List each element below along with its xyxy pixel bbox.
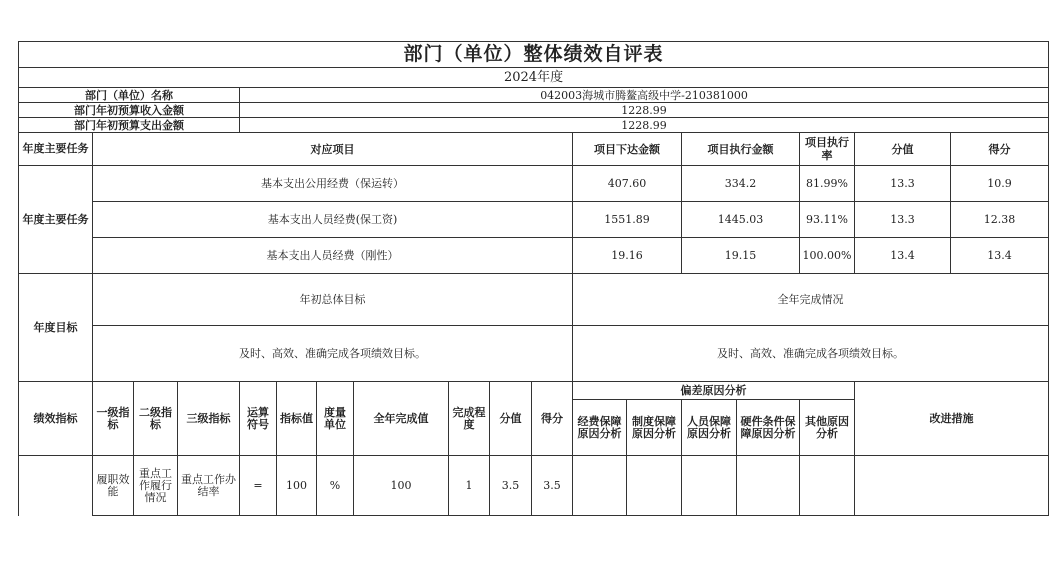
col-executed: 项目执行金额 [682,133,800,166]
task-score: 13.4 [951,238,1049,274]
col-score-value: 分值 [855,133,951,166]
ind-operator: = [240,456,277,516]
expense-label: 部门年初预算支出金额 [19,118,240,133]
task-executed: 1445.03 [682,202,800,238]
ind-level2: 重点工作履行情况 [134,456,178,516]
task-rate: 81.99% [800,166,855,202]
indicators-label: 绩效指标 [19,382,93,456]
expense-value: 1228.99 [240,118,1049,133]
ind-dev-funding [573,456,627,516]
ind-col-dev-hardware: 硬件条件保障原因分析 [737,400,800,456]
ind-level1: 履职效能 [93,456,134,516]
task-score: 12.38 [951,202,1049,238]
ind-dev-other [800,456,855,516]
ind-col-dev-funding: 经费保障原因分析 [573,400,627,456]
tasks-side-label: 年度主要任务 [19,166,93,274]
col-project: 对应项目 [93,133,573,166]
goals-completion-label: 全年完成情况 [573,274,1049,326]
ind-improve [855,456,1049,516]
task-allocated: 1551.89 [573,202,682,238]
performance-self-evaluation-table [18,41,1049,516]
ind-col-dev-system: 制度保障原因分析 [627,400,682,456]
ind-col-deviation: 偏差原因分析 [573,382,855,400]
ind-col-score: 得分 [532,382,573,456]
ind-col-level1: 一级指标 [93,382,134,456]
task-rate: 100.00% [800,238,855,274]
goals-initial-label: 年初总体目标 [93,274,573,326]
ind-col-score-value: 分值 [490,382,532,456]
ind-col-level2: 二级指标 [134,382,178,456]
ind-dev-staff [682,456,737,516]
ind-col-dev-staff: 人员保障原因分析 [682,400,737,456]
ind-col-dev-other: 其他原因分析 [800,400,855,456]
ind-col-actual: 全年完成值 [354,382,449,456]
income-value: 1228.99 [240,103,1049,118]
task-executed: 19.15 [682,238,800,274]
task-allocated: 407.60 [573,166,682,202]
table-row [19,166,1049,202]
dept-name-label: 部门（单位）名称 [19,88,240,103]
ind-score-value: 3.5 [490,456,532,516]
col-allocated: 项目下达金额 [573,133,682,166]
table-row [19,238,1049,274]
ind-unit: % [317,456,354,516]
goals-label: 年度目标 [19,274,93,382]
task-score-value: 13.4 [855,238,951,274]
task-project: 基本支出人员经费（刚性） [93,238,573,274]
dept-name-value: 042003海城市腾鳌高级中学-210381000 [240,88,1049,103]
ind-level3: 重点工作办结率 [178,456,240,516]
task-executed: 334.2 [682,166,800,202]
col-rate: 项目执行率 [800,133,855,166]
ind-score: 3.5 [532,456,573,516]
ind-col-unit: 度量单位 [317,382,354,456]
ind-actual: 100 [354,456,449,516]
goals-completion-text: 及时、高效、准确完成各项绩效目标。 [573,326,1049,382]
ind-col-target: 指标值 [277,382,317,456]
ind-col-level3: 三级指标 [178,382,240,456]
task-score-value: 13.3 [855,202,951,238]
task-score-value: 13.3 [855,166,951,202]
ind-dev-system [627,456,682,516]
ind-dev-hardware [737,456,800,516]
ind-col-degree: 完成程度 [449,382,490,456]
table-row [19,202,1049,238]
ind-col-improve: 改进措施 [855,382,1049,456]
table-row [19,456,1049,516]
table-year: 2024年度 [19,68,1049,88]
ind-target: 100 [277,456,317,516]
ind-degree: 1 [449,456,490,516]
goals-initial-text: 及时、高效、准确完成各项绩效目标。 [93,326,573,382]
income-label: 部门年初预算收入金额 [19,103,240,118]
ind-col-operator: 运算符号 [240,382,277,456]
task-project: 基本支出公用经费（保运转） [93,166,573,202]
task-rate: 93.11% [800,202,855,238]
task-score: 10.9 [951,166,1049,202]
table-title: 部门（单位）整体绩效自评表 [19,42,1049,68]
tasks-header-label: 年度主要任务 [19,133,93,166]
indicators-side-empty [19,456,93,516]
task-allocated: 19.16 [573,238,682,274]
col-score: 得分 [951,133,1049,166]
task-project: 基本支出人员经费(保工资) [93,202,573,238]
